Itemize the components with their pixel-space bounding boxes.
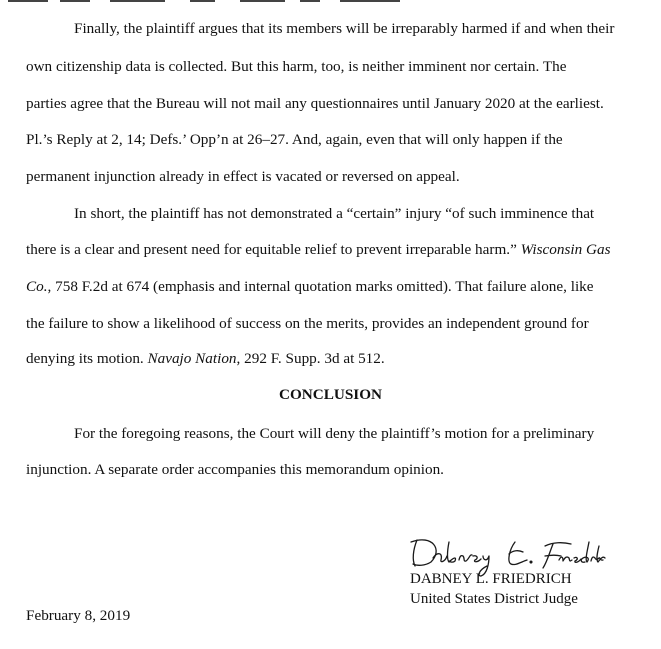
- para1-line5: permanent injunction already in effect is vacated or reversed on appeal.: [26, 168, 460, 185]
- para1-line1: Finally, the plaintiff argues that its members will be irreparably harmed if and when their: [74, 20, 615, 37]
- case-name-co: Co.: [26, 278, 48, 295]
- para2-line4: the failure to show a likelihood of success on the merits, provides an independent ground for: [26, 315, 589, 332]
- conclusion-heading: CONCLUSION: [279, 386, 382, 403]
- para2-line2: [26, 241, 610, 259]
- para2-line3-text: , 758 F.2d at 674 (emphasis and internal quotation marks omitted). That failure alone, like: [47, 278, 594, 295]
- signatory-title: United States District Judge: [410, 591, 578, 607]
- para2-line5-text: denying its motion.: [26, 350, 148, 367]
- para1-line4: Pl.’s Reply at 2, 14; Defs.’ Opp’n at 26–27. And, again, even that will only happen if the: [26, 131, 563, 148]
- para2-line2-text: there is a clear and present need for equitable relief to prevent irreparable harm.”: [26, 241, 521, 258]
- case-name-navajo-nation: Navajo Nation: [147, 350, 237, 367]
- opinion-date: February 8, 2019: [26, 607, 131, 624]
- para1-line3: parties agree that the Bureau will not mail any questionnaires until January 2020 at the earliest.: [26, 95, 604, 112]
- case-name-wisconsin-gas: Wisconsin Gas: [520, 241, 611, 258]
- para1-line2: own citizenship data is collected. But this harm, too, is neither imminent nor certain. The: [26, 58, 567, 75]
- conclusion-line1: For the foregoing reasons, the Court will deny the plaintiff’s motion for a preliminary: [74, 425, 595, 442]
- para2-line3: [26, 278, 594, 296]
- signatory-name: DABNEY L. FRIEDRICH: [410, 571, 572, 587]
- para2-line1: In short, the plaintiff has not demonstrated a “certain” injury “of such imminence that: [74, 205, 595, 222]
- conclusion-line2: injunction. A separate order accompanies this memorandum opinion.: [26, 461, 444, 478]
- previous-page-text-fragment: [0, 0, 661, 2]
- para2-line5: [26, 350, 385, 368]
- para2-line5-cite: , 292 F. Supp. 3d at 512.: [236, 350, 385, 367]
